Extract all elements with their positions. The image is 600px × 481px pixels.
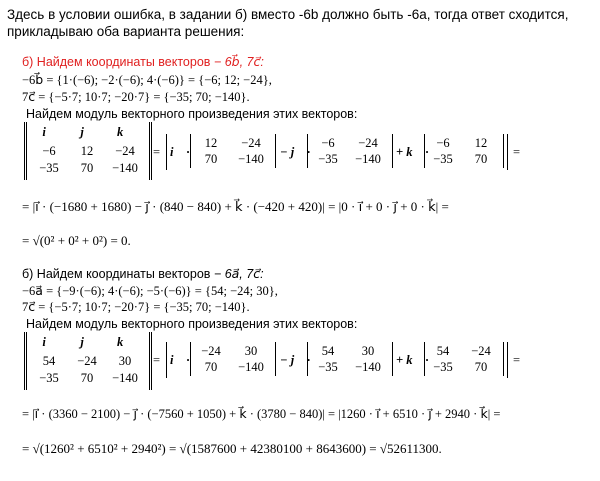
part1-header — [22, 55, 264, 70]
part2-matrix-cell: −35 — [39, 371, 59, 385]
minor-cell: −35 — [433, 360, 453, 374]
part2-minor-3 — [424, 342, 504, 376]
part1-matrix-j: j⃗ — [80, 125, 94, 139]
part2-matrix-cell: 54 — [42, 354, 56, 368]
part1-outer-abs-right — [507, 134, 508, 170]
part2-step3: = √(1260² + 6510² + 2940²) = √(1587600 + 42380100 + 8643600) = √52611300. — [22, 441, 442, 456]
part2-module-header: Найдем модуль векторного произведения этих векторов: — [26, 317, 358, 331]
part2-outer-abs-right — [507, 342, 508, 378]
part1-minor-2 — [307, 134, 393, 168]
part2-matrix-cell: −140 — [112, 371, 138, 385]
minor-cell: 70 — [474, 360, 488, 374]
part2-matrix-k: k⃗ — [117, 335, 133, 349]
part2-header — [22, 267, 264, 282]
part2-exp-j: − j⃗ · — [280, 353, 311, 367]
part2-minor-2 — [307, 342, 393, 376]
minor-cell: 12 — [474, 136, 488, 150]
part2-outer-abs-left — [166, 342, 167, 378]
minor-cell: −24 — [358, 136, 378, 150]
minor-cell: −6 — [321, 136, 335, 150]
part2-step2: = |i⃗ · (3360 − 2100) − j⃗ · (−7560 + 1050) + k⃗ · (3780 − 840)| = |1260 · i⃗ + 6510 · j⃗ + 2940 · k⃗| = — [22, 407, 501, 421]
part1-matrix-cell: −140 — [112, 161, 138, 175]
part1-matrix-cell: 70 — [80, 161, 94, 175]
minor-cell: −35 — [318, 360, 338, 374]
part1-header-prefix: б) Найдем координаты векторов — [22, 55, 211, 69]
part1-matrix-i: i⃗ — [42, 125, 56, 139]
part1-exp-k: + k⃗ · — [396, 145, 429, 159]
part1-minor-3 — [424, 134, 504, 168]
part2-matrix-cell: 30 — [118, 354, 132, 368]
minor-cell: −24 — [471, 344, 491, 358]
part2-determinant — [24, 332, 152, 390]
part1-eq-sign: = — [153, 145, 161, 159]
minor-cell: −35 — [433, 152, 453, 166]
minor-cell: 54 — [436, 344, 450, 358]
part2-minor-1 — [190, 342, 276, 376]
part2-exp-k: + k⃗ · — [396, 353, 429, 367]
minor-cell: −140 — [238, 152, 264, 166]
minor-cell: 70 — [204, 360, 218, 374]
part1-line-c: 7c⃗ = {−5·7; 10·7; −20·7} = {−35; 70; −140}. — [22, 90, 250, 104]
part1-minor-1 — [190, 134, 276, 168]
part2-matrix-cell: −24 — [77, 354, 97, 368]
part1-exp-i: i⃗ · — [170, 145, 190, 159]
part2-matrix-j: j⃗ — [80, 335, 94, 349]
part1-step2: = |i⃗ · (−1680 + 1680) − j⃗ · (840 − 840) + k⃗ · (−420 + 420)| = |0 · i⃗ + 0 · j⃗ + 0 · k⃗| = — [22, 199, 449, 214]
part1-outer-abs-left — [166, 134, 167, 170]
part2-line-c: 7c⃗ = {−5·7; 10·7; −20·7} = {−35; 70; −140}. — [22, 300, 250, 314]
minor-cell: 30 — [244, 344, 258, 358]
minor-cell: 70 — [474, 152, 488, 166]
part1-step3: = √(0² + 0² + 0²) = 0. — [22, 233, 131, 248]
part2-header-vectors: − 6a⃗, 7c⃗: — [213, 267, 264, 281]
minor-cell: −140 — [238, 360, 264, 374]
minor-cell: −140 — [355, 360, 381, 374]
part2-matrix-cell: 70 — [80, 371, 94, 385]
intro-text: Здесь в условии ошибка, в задании б) вместо -6b должно быть -6а, тогда ответ сходится, прикладываю оба варианта решения: — [7, 7, 569, 39]
part2-eq-end: = — [513, 353, 521, 367]
minor-cell: 30 — [361, 344, 375, 358]
minor-cell: −24 — [201, 344, 221, 358]
minor-cell: 54 — [321, 344, 335, 358]
part2-exp-i: i⃗ · — [170, 353, 190, 367]
minor-cell: 70 — [204, 152, 218, 166]
part2-line-a: −6a⃗ = {−9·(−6); 4·(−6); −5·(−6)} = {54; −24; 30}, — [22, 284, 278, 298]
minor-cell: −35 — [318, 152, 338, 166]
part1-exp-j: − j⃗ · — [280, 145, 311, 159]
minor-cell: −6 — [436, 136, 450, 150]
part1-header-vectors: − 6b⃗, 7c⃗: — [213, 55, 264, 69]
minor-cell: −24 — [241, 136, 261, 150]
part1-matrix-cell: −35 — [39, 161, 59, 175]
part2-header-prefix: б) Найдем координаты векторов — [22, 267, 211, 281]
part1-matrix-k: k⃗ — [117, 125, 133, 139]
part1-module-header: Найдем модуль векторного произведения этих векторов: — [26, 107, 358, 121]
part1-matrix-cell: 12 — [80, 144, 94, 158]
part1-matrix-cell: −24 — [115, 144, 135, 158]
minor-cell: 12 — [204, 136, 218, 150]
part2-matrix-i: i⃗ — [42, 335, 56, 349]
part1-determinant — [24, 122, 152, 180]
part1-matrix-cell: −6 — [42, 144, 56, 158]
minor-cell: −140 — [355, 152, 381, 166]
part2-eq-sign: = — [153, 353, 161, 367]
part1-line-b: −6b⃗ = {1·(−6); −2·(−6); 4·(−6)} = {−6; 12; −24}, — [22, 73, 272, 87]
part1-eq-end: = — [513, 145, 521, 159]
